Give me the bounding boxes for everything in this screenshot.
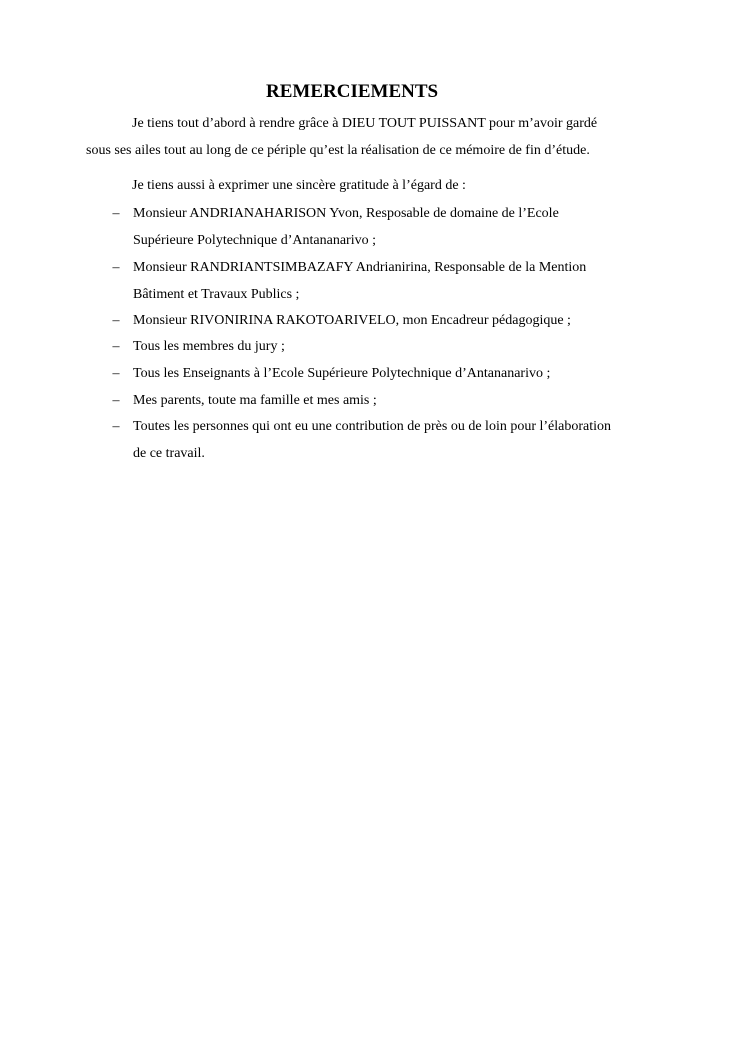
list-item-text bbox=[133, 387, 663, 414]
intro-paragraph-line-2: sous ses ailes tout au long de ce périple qu’est la réalisation de ce mémoire de fin d’étude. bbox=[86, 143, 590, 158]
list-item-text bbox=[133, 307, 663, 334]
list-item-text bbox=[133, 333, 663, 360]
dash-bullet: – bbox=[112, 366, 120, 381]
list-item-line: Tous les membres du jury ; bbox=[133, 339, 285, 354]
list-item-line: Monsieur RIVONIRINA RAKOTOARIVELO, mon Encadreur pédagogique ; bbox=[133, 313, 571, 328]
dash-bullet: – bbox=[112, 339, 120, 354]
gratitude-paragraph: Je tiens aussi à exprimer une sincère gratitude à l’égard de : bbox=[132, 178, 466, 193]
list-item-line: Monsieur ANDRIANAHARISON Yvon, Resposable de domaine de l’Ecole bbox=[133, 206, 559, 221]
dash-bullet: – bbox=[112, 419, 120, 434]
intro-paragraph-line-1: Je tiens tout d’abord à rendre grâce à DIEU TOUT PUISSANT pour m’avoir gardé bbox=[132, 116, 598, 131]
page-title: REMERCIEMENTS bbox=[266, 81, 439, 102]
list-item-line: Mes parents, toute ma famille et mes amis ; bbox=[133, 393, 377, 408]
list-item-text bbox=[133, 413, 663, 467]
list-item-text bbox=[133, 200, 663, 254]
list-item-line: Tous les Enseignants à l’Ecole Supérieure Polytechnique d’Antananarivo ; bbox=[133, 366, 551, 381]
list-item-text bbox=[133, 360, 663, 387]
list-item-line: de ce travail. bbox=[133, 446, 205, 461]
list-item-line: Toutes les personnes qui ont eu une contribution de près ou de loin pour l’élaboration bbox=[133, 419, 612, 434]
list-item-line: Bâtiment et Travaux Publics ; bbox=[133, 287, 300, 302]
list-item-text bbox=[133, 254, 663, 308]
dash-bullet: – bbox=[112, 206, 120, 221]
dash-bullet: – bbox=[112, 260, 120, 275]
list-item-line: Monsieur RANDRIANTSIMBAZAFY Andrianirina, Responsable de la Mention bbox=[133, 260, 587, 275]
list-item-line: Supérieure Polytechnique d’Antananarivo ; bbox=[133, 233, 376, 248]
dash-bullet: – bbox=[112, 313, 120, 328]
dash-bullet: – bbox=[112, 393, 120, 408]
